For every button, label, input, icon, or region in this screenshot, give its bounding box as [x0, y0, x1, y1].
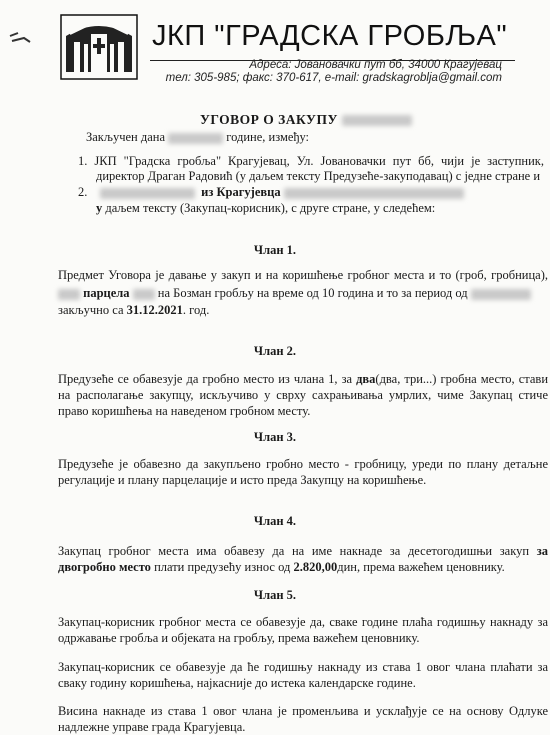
contact-line: тел: 305-985; факс: 370-617, e-mail: gradskagroblja@gmail.com: [165, 72, 502, 84]
redacted-period-start: [471, 289, 531, 300]
article-5-para-2-line-1: Закупац-корисник се обавезује да ће годишњу накнаду из става 1 овог члана плаћати за: [58, 660, 548, 674]
party-1-line-2: директор Драган Радовић (у даљем тексту Предузеће-закуподавац) с једне стране и: [96, 169, 541, 183]
article-5-para-3-line-2: надлежне управе града Крагујевца.: [58, 720, 246, 734]
title-text: УГОВОР О ЗАКУПУ: [200, 112, 338, 127]
article-4-amount: 2.820,00: [293, 560, 338, 574]
article-5-para-1-line-2: одржавање гробља и објеката на гробљу, према важећем ценовнику.: [58, 631, 420, 645]
article-3-line-2: регулације и плану парцелације и исто преда Закупцу на коришћење.: [58, 473, 427, 487]
article-4-heading: Члан 4.: [253, 514, 297, 528]
article-2-line-2: на располагање закупцу, искључиво у сврху сахрањивања умрлих, чиме Закупац стиче: [58, 388, 548, 402]
party-1-line-1: 1. ЈКП "Градска гробља" Крагујевац, Ул. Јовановачки пут бб, чији је заступник,: [78, 154, 544, 168]
concluded-suffix: године, између:: [226, 130, 310, 144]
article-5-heading: Члан 5.: [253, 588, 297, 602]
article-2-line-1: [58, 371, 548, 387]
article-5-para-1-line-1: Закупац-корисник гробног места се обавезује да, сваке године плаћа годишњу накнаду за: [58, 615, 548, 629]
document-title: [200, 112, 412, 128]
redacted-address: [284, 188, 464, 199]
party-2-line-2-rest: даљем тексту (Закупац-корисник), с друге стране, у следећем:: [105, 201, 436, 215]
article-1-line-2-rest: на Бозман гробљу на време од 10 година и то за период од: [157, 286, 468, 300]
article-1-line-3-prefix: закључно са: [58, 303, 124, 317]
address-line: Адреса: Јовановачки пут бб, 34000 Крагујевац: [249, 59, 502, 71]
concluded-prefix: Закључен дана: [86, 130, 166, 144]
party-2-number: 2.: [78, 185, 88, 199]
article-4-line-2-mid: плати предузећу износ од: [154, 560, 291, 574]
article-2-count: два: [356, 372, 376, 386]
party-2-city: из Крагујевца: [201, 185, 281, 199]
article-4-line-2: [58, 559, 505, 575]
article-1-line-2: [58, 285, 531, 301]
article-3-line-1: Предузеће је обавезно да закупљено гробно место - гробницу, уреди по плану детаљне: [58, 457, 548, 471]
article-4-double-grave: двогробно место: [58, 560, 151, 574]
article-2-line-1-prefix: Предузеће се обавезује да гробно место из члана 1, за: [58, 372, 353, 386]
company-name: ЈКП "ГРАДСКА ГРОБЉА": [152, 20, 508, 52]
article-4-line-1-bold: за: [536, 544, 549, 558]
article-1-line-1: Предмет Уговора је давање у закуп и на коришћење гробног места и то (гроб, гробница),: [58, 268, 548, 282]
article-2-line-3: право коришћења на наведеном гробном месту.: [58, 404, 311, 418]
article-5-para-2-line-2: сваку годину коришћења, најкасније до истека календарске године.: [58, 676, 416, 690]
article-1-line-3-suffix: . год.: [182, 303, 210, 317]
redacted-grave-no: [58, 289, 80, 300]
article-1-heading: Члан 1.: [253, 243, 297, 257]
article-4-line-2-rest: дин, према важећем ценовнику.: [337, 560, 505, 574]
pen-mark: [8, 30, 34, 46]
party-2-line-1: [78, 184, 464, 200]
article-5-para-3-line-1: Висина накнаде из става 1 овог члана је променљива и усклађује се на основу Одлуке: [58, 704, 548, 718]
article-3-heading: Члан 3.: [253, 430, 297, 444]
redacted-date: [168, 133, 223, 144]
article-2-line-1-rest: (два, три...) гробна место, стави: [375, 372, 549, 386]
article-2-heading: Члан 2.: [253, 344, 297, 358]
redacted-parcel-no: [133, 289, 155, 300]
article-1-line-3: [58, 302, 209, 318]
article-4-line-1: [58, 543, 548, 559]
concluded-line: [86, 129, 309, 145]
article-4-line-1-prefix: Закупац гробног места има обавезу да на име накнаде за десетогодишњи закуп: [58, 544, 530, 558]
party-2-line-2: [96, 200, 435, 216]
article-1-end-date: 31.12.2021: [126, 303, 183, 317]
redacted-name: [100, 188, 195, 199]
redacted-contract-number: [342, 115, 412, 126]
party-2-line-2-bold: у: [96, 201, 103, 215]
article-1-parcel: парцела: [83, 286, 130, 300]
